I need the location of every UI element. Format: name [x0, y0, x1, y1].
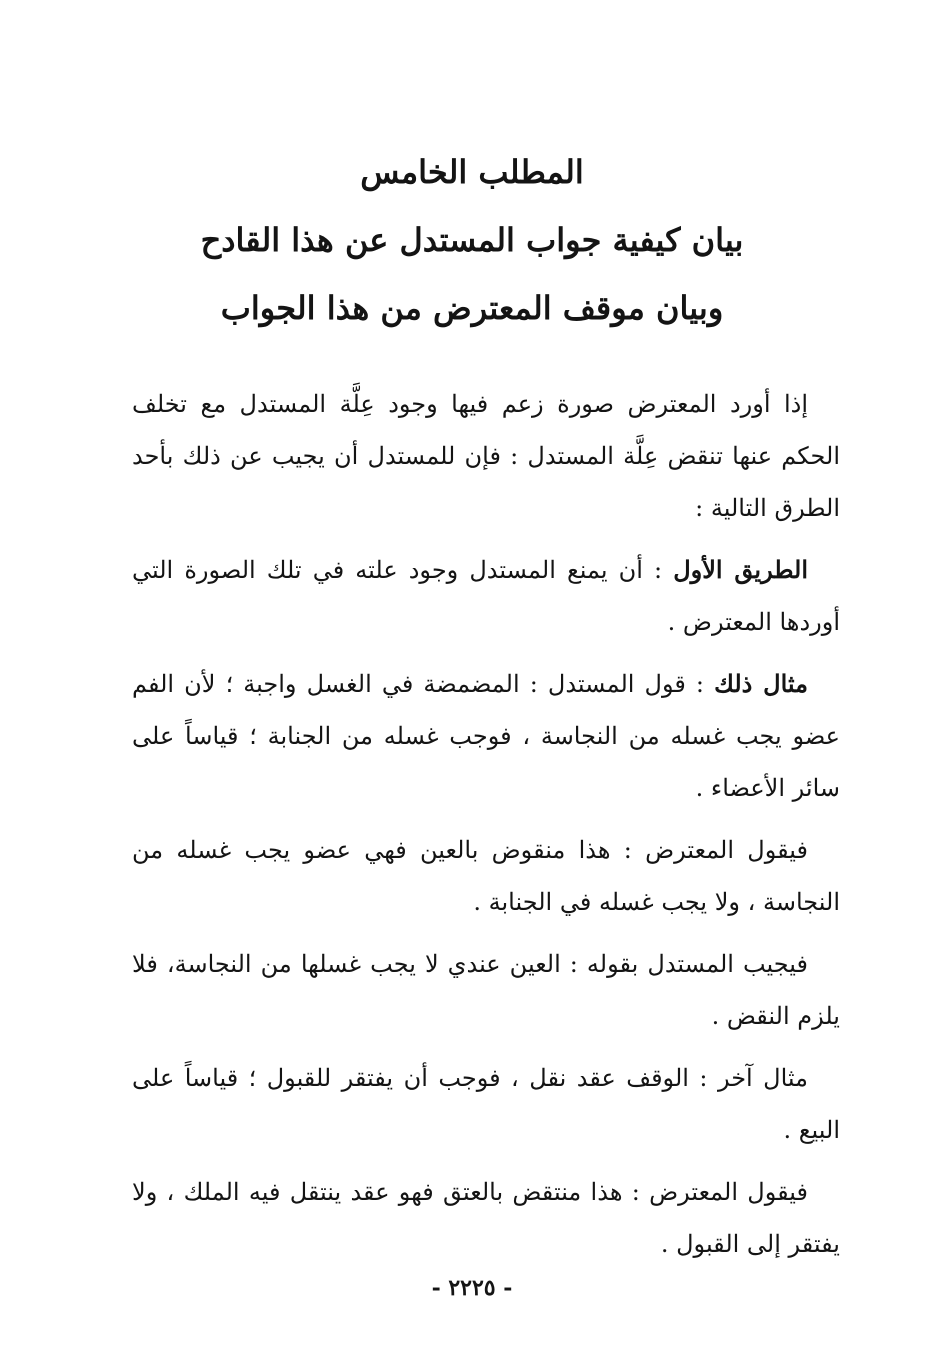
- paragraph-another-example: [132, 1052, 840, 1156]
- paragraph-answer: [132, 938, 840, 1042]
- paragraph-lead: الطريق الأول: [673, 555, 809, 584]
- paragraph-intro: [132, 378, 840, 534]
- paragraph-text: : أن يمنع المستدل وجود علته في تلك الصورة التي أوردها المعترض .: [132, 556, 840, 636]
- section-heading: [100, 138, 844, 342]
- page-number: - ٢٢٢٥ -: [431, 1275, 513, 1301]
- paragraph-example: [132, 658, 840, 814]
- section-subtitle-1: بيان كيفية جواب المستدل عن هذا القادح: [200, 221, 744, 259]
- paragraph-text: إذا أورد المعترض صورة زعم فيها وجود عِلَّة المستدل مع تخلف الحكم عنها تنقض عِلَّة المستدل : فإن للمستدل أن يجيب عن ذلك بأحد الطرق التالية :: [132, 390, 840, 522]
- paragraph-objection: [132, 824, 840, 928]
- paragraph-text: فيقول المعترض : هذا منقوض بالعين فهي عضو يجب غسله من النجاسة ، ولا يجب غسله في الجنابة .: [132, 836, 840, 916]
- section-title: المطلب الخامس: [360, 153, 584, 191]
- paragraph-text: فيجيب المستدل بقوله : العين عندي لا يجب غسلها من النجاسة، فلا يلزم النقض .: [132, 950, 840, 1030]
- paragraph-second-objection: [132, 1166, 840, 1270]
- paragraph-text: مثال آخر : الوقف عقد نقل ، فوجب أن يفتقر للقبول ؛ قياساً على البيع .: [132, 1064, 840, 1144]
- body-text: [132, 378, 840, 1280]
- section-subtitle-2: وبيان موقف المعترض من هذا الجواب: [220, 289, 724, 327]
- paragraph-text: فيقول المعترض : هذا منتقض بالعتق فهو عقد ينتقل فيه الملك ، ولا يفتقر إلى القبول .: [132, 1178, 840, 1258]
- paragraph-lead: مثال ذلك: [714, 669, 808, 698]
- paragraph-text: : قول المستدل : المضمضة في الغسل واجبة ؛ لأن الفم عضو يجب غسله من النجاسة ، فوجب غسله من الجنابة ؛ قياساً على سائر الأعضاء .: [132, 670, 840, 802]
- paragraph-first-method: [132, 544, 840, 648]
